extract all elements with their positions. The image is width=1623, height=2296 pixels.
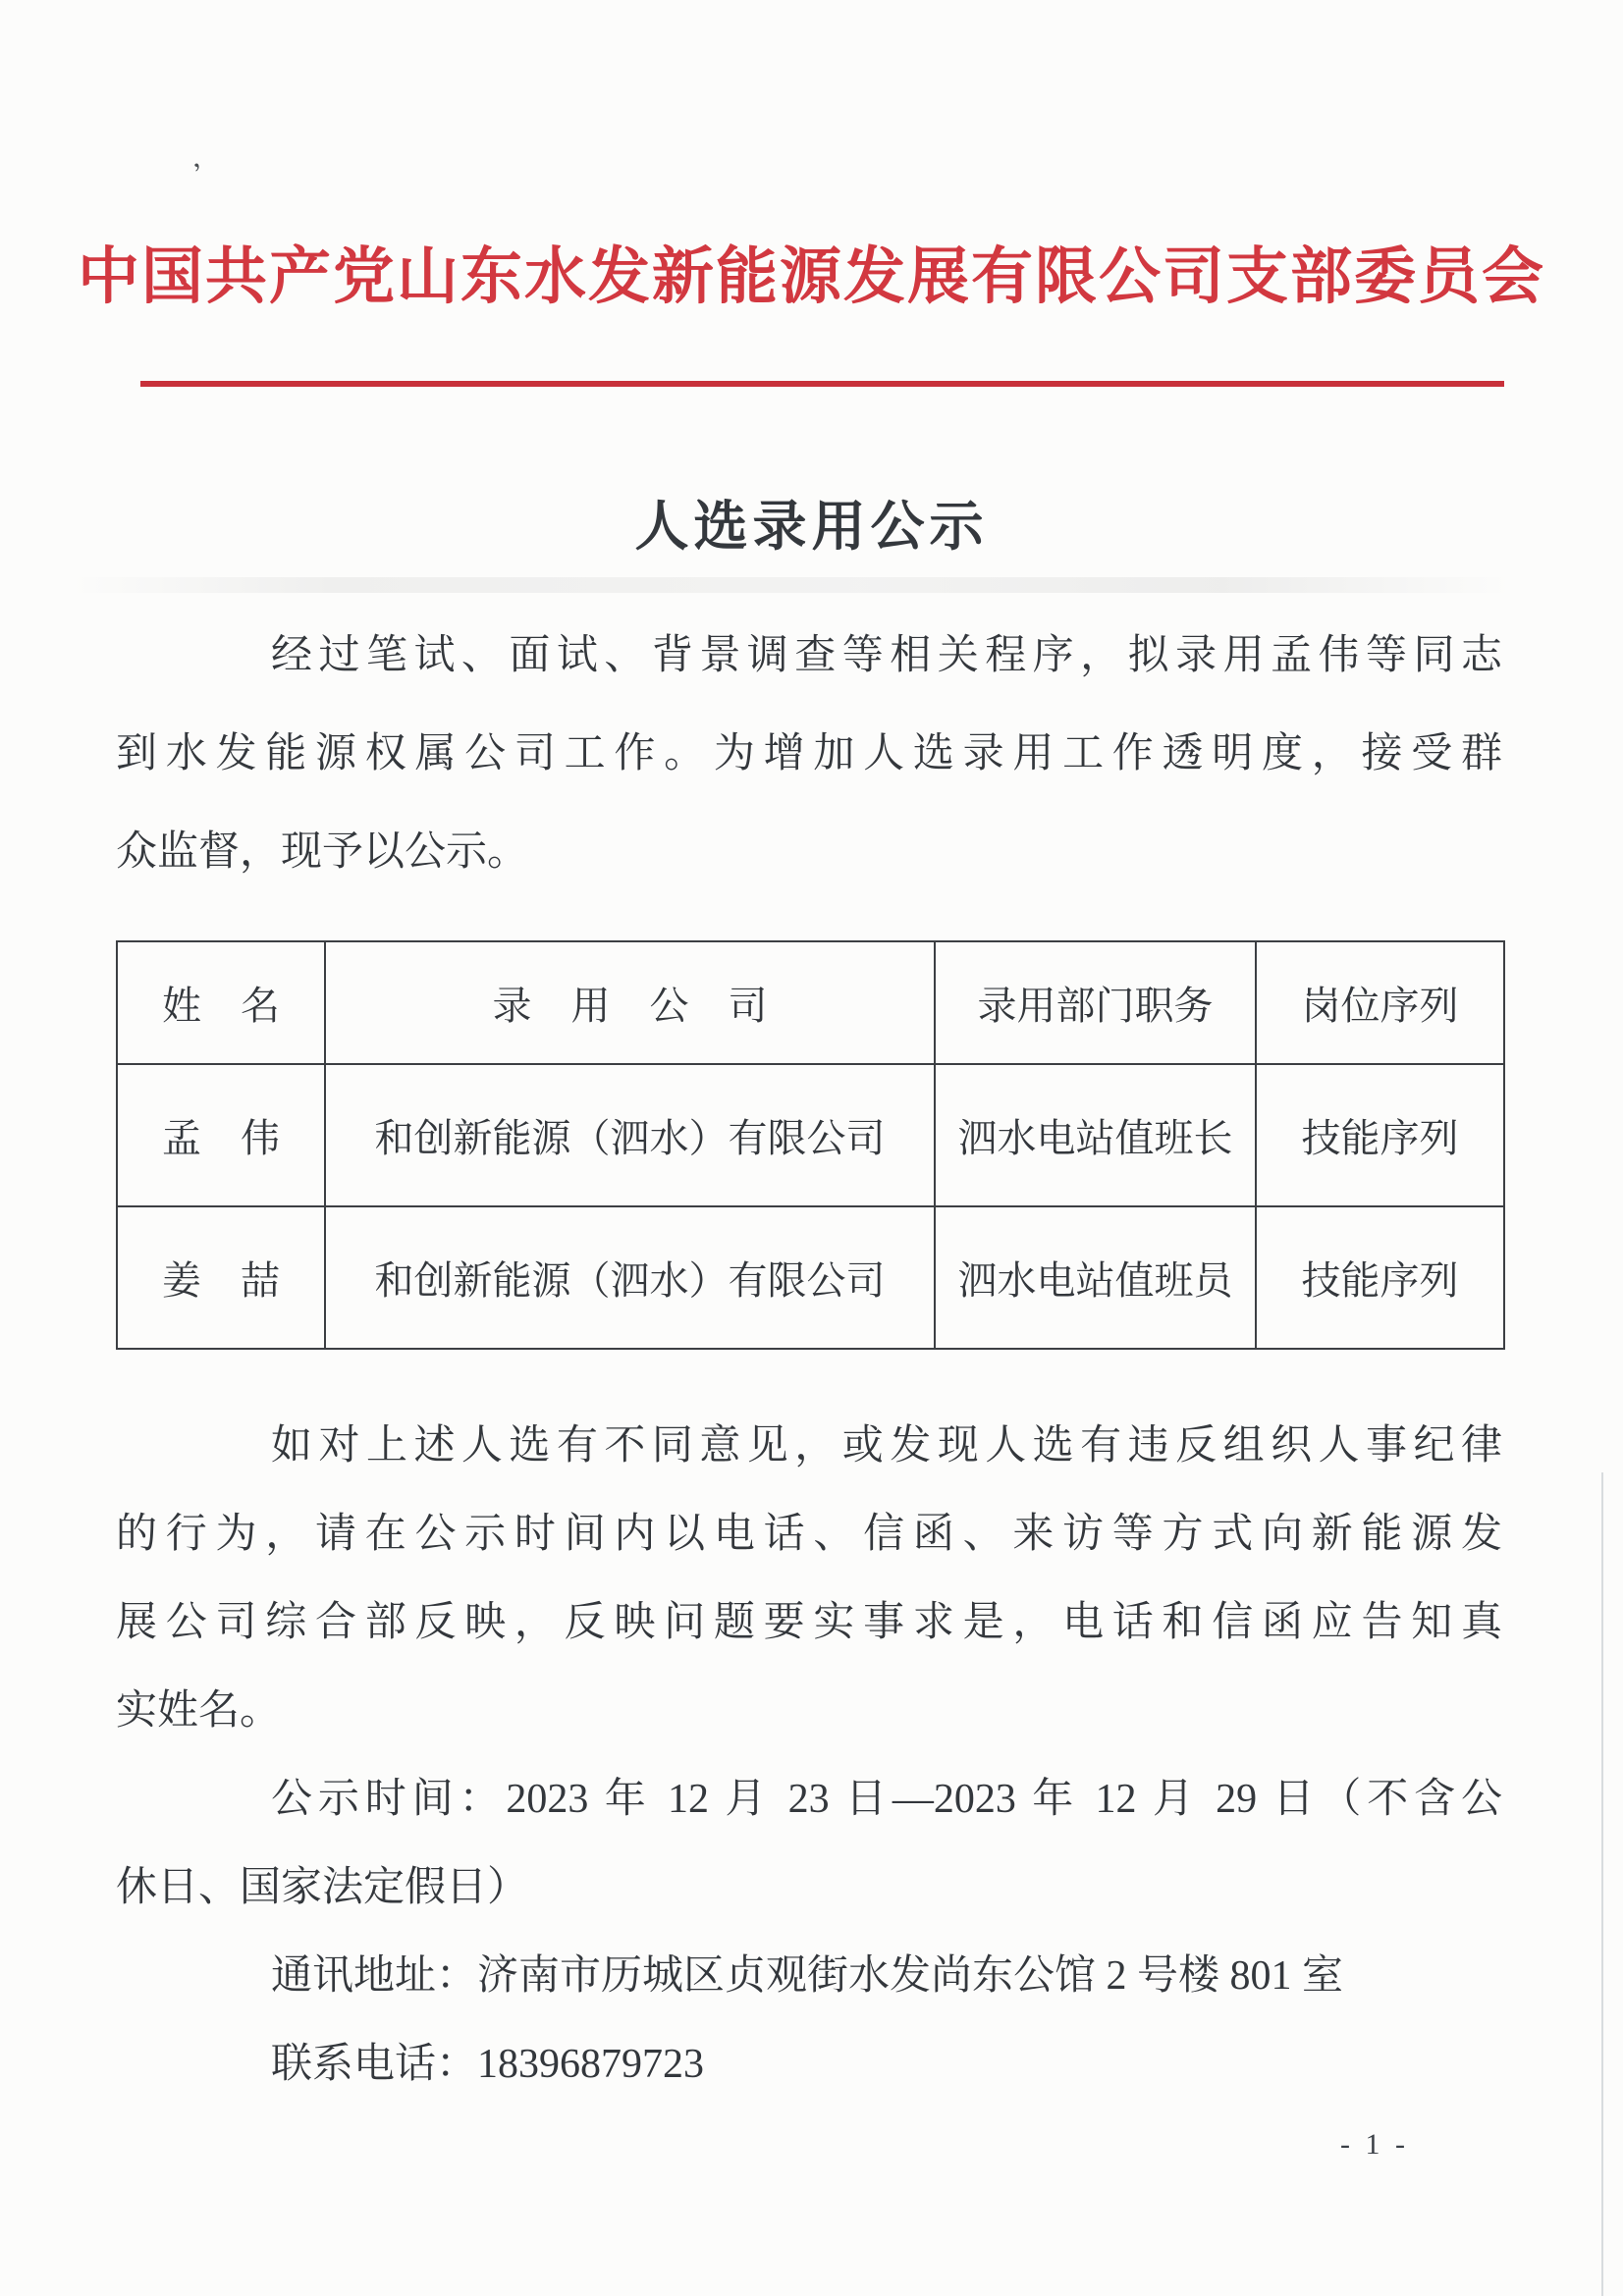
paragraph-line: 如对上述人选有不同意见，或发现人选有违反组织人事纪律	[271, 1423, 1502, 1468]
document-title: 人选录用公示	[634, 497, 989, 557]
intro-paragraph	[116, 607, 1502, 901]
table-cell-company: 和创新能源（泗水）有限公司	[325, 1206, 935, 1349]
table-cell-name: 姜 喆	[117, 1206, 325, 1349]
recruitment-table	[116, 940, 1505, 1350]
paragraph-line: 众监督，现予以公示。	[116, 829, 529, 875]
table-header-row	[117, 941, 1504, 1064]
table-cell-position: 泗水电站值班员	[935, 1206, 1256, 1349]
org-title: 中国共产党山东水发新能源发展有限公司支部委员会	[78, 242, 1545, 311]
contact-address-line: 通讯地址：济南市历城区贞观街水发尚东公馆 2 号楼 801 室	[271, 1953, 1344, 1999]
table-header-cell-position: 录用部门职务	[935, 941, 1256, 1064]
scan-artifact-mark: ’	[189, 156, 209, 190]
body-paragraphs	[116, 1402, 1502, 2109]
publicity-period-line: 公示时间：2023 年 12 月 23 日—2023 年 12 月 29 日（不含公	[271, 1777, 1502, 1822]
paragraph-line: 到水发能源权属公司工作。为增加人选录用工作透明度，接受群	[116, 731, 1502, 776]
table-header-cell-name: 姓 名	[117, 941, 325, 1064]
contact-phone-line: 联系电话：18396879723	[271, 2042, 705, 2087]
header-divider	[140, 381, 1504, 387]
table-cell-company: 和创新能源（泗水）有限公司	[325, 1064, 935, 1206]
page-number: - 1 -	[1340, 2128, 1409, 2161]
paragraph-line: 的行为，请在公示时间内以电话、信函、来访等方式向新能源发	[116, 1512, 1502, 1557]
publicity-period-line: 休日、国家法定假日）	[116, 1865, 529, 1910]
scan-artifact-smudge	[71, 577, 1512, 593]
table-row	[117, 1064, 1504, 1206]
paragraph-line: 经过笔试、面试、背景调查等相关程序，拟录用孟伟等同志	[271, 633, 1502, 678]
scan-artifact-edge	[1601, 1472, 1603, 2296]
table-cell-sequence: 技能序列	[1256, 1206, 1504, 1349]
paragraph-line: 展公司综合部反映，反映问题要实事求是，电话和信函应告知真	[116, 1600, 1502, 1645]
table-header-cell-company: 录 用 公 司	[325, 941, 935, 1064]
table-cell-position: 泗水电站值班长	[935, 1064, 1256, 1206]
table-cell-sequence: 技能序列	[1256, 1064, 1504, 1206]
table-cell-name: 孟 伟	[117, 1064, 325, 1206]
table-header-cell-sequence: 岗位序列	[1256, 941, 1504, 1064]
table-row	[117, 1206, 1504, 1349]
paragraph-line: 实姓名。	[116, 1688, 282, 1734]
